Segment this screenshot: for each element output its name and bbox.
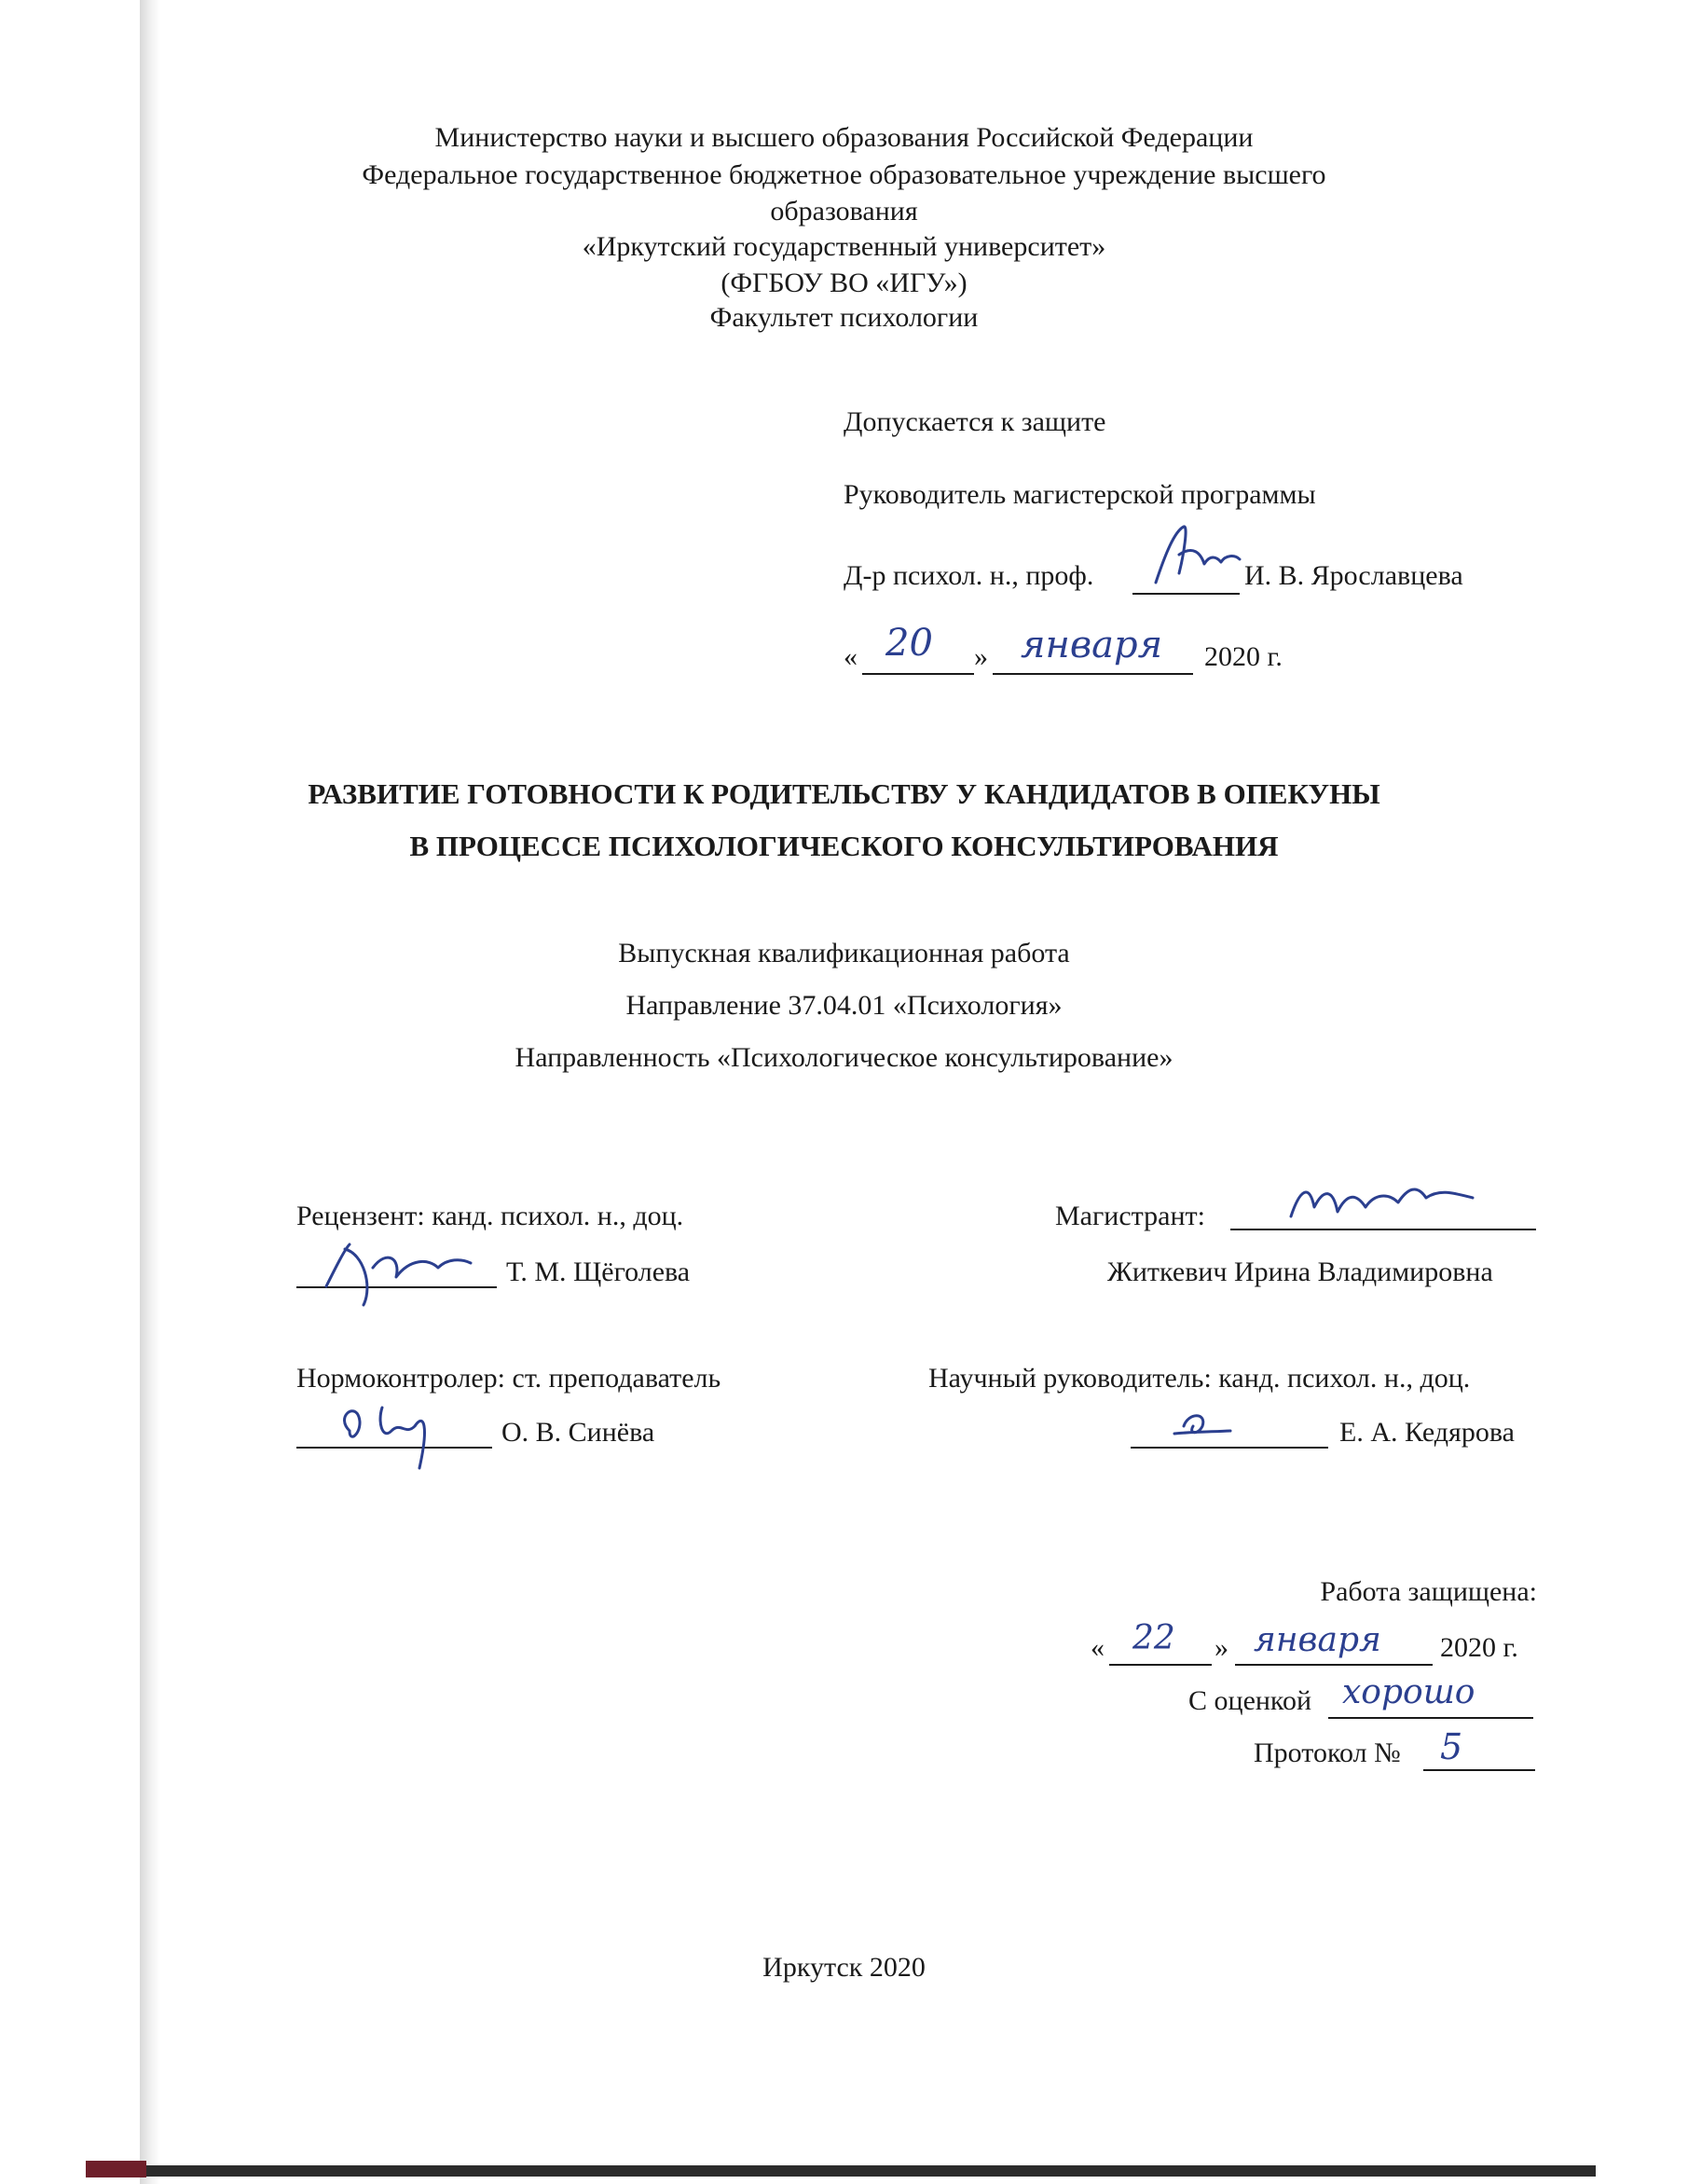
normcontrol-label: Нормоконтролер: ст. преподаватель: [296, 1363, 721, 1394]
work-focus: Направленность «Психологическое консультирование»: [515, 1042, 1173, 1073]
protocol-handwritten: 5: [1440, 1726, 1463, 1767]
approval-day-line: [862, 673, 974, 675]
work-type: Выпускная квалификационная работа: [618, 938, 1070, 968]
student-signature: [1277, 1170, 1501, 1235]
thesis-title-line-1: РАЗВИТИЕ ГОТОВНОСТИ К РОДИТЕЛЬСТВУ У КАНДИДАТОВ В ОПЕКУНЫ: [308, 777, 1380, 810]
supervisor-title: Д-р психол. н., проф.: [844, 560, 1094, 591]
university-name: «Иркутский государственный университет»: [582, 231, 1106, 262]
institution-line-1: Федеральное государственное бюджетное образовательное учреждение высшего: [362, 159, 1326, 190]
reviewer-label: Рецензент: канд. психол. н., доц.: [296, 1201, 684, 1231]
advisor-name: Е. А. Кедярова: [1339, 1417, 1515, 1448]
approval-month-line: [993, 673, 1193, 675]
city-year: Иркутск 2020: [762, 1952, 926, 1983]
grade-label: С оценкой: [1188, 1685, 1312, 1716]
approval-open-quote: «: [844, 641, 858, 672]
advisor-label: Научный руководитель: канд. психол. н., доц.: [928, 1363, 1471, 1394]
advisor-signature: [1156, 1398, 1249, 1449]
student-name: Житкевич Ирина Владимировна: [1107, 1257, 1493, 1287]
approval-close-quote: »: [974, 641, 988, 672]
grade-line: [1328, 1717, 1533, 1719]
defense-month-handwritten: января: [1254, 1621, 1381, 1659]
normcontrol-name: О. В. Синёва: [501, 1417, 655, 1448]
defense-close-quote: »: [1215, 1632, 1228, 1663]
scan-bottom-accent: [86, 2161, 146, 2177]
thesis-title-line-2: В ПРОЦЕССЕ ПСИХОЛОГИЧЕСКОГО КОНСУЛЬТИРОВАНИЯ: [409, 830, 1279, 862]
supervisor-name: И. В. Ярославцева: [1244, 560, 1463, 591]
ministry-line: Министерство науки и высшего образования Российской Федерации: [434, 122, 1254, 153]
defense-year: 2020 г.: [1440, 1632, 1518, 1663]
approval-month-handwritten: января: [1021, 624, 1163, 666]
reviewer-name: Т. М. Щёголева: [506, 1257, 691, 1287]
defense-open-quote: «: [1091, 1632, 1105, 1663]
approval-day-handwritten: 20: [885, 622, 933, 665]
institution-line-2: образования: [770, 196, 918, 227]
protocol-line: [1423, 1769, 1535, 1771]
defense-day-line: [1109, 1664, 1212, 1666]
grade-handwritten: хорошо: [1342, 1673, 1475, 1711]
admitted-label: Допускается к защите: [844, 406, 1106, 437]
university-short: (ФГБОУ ВО «ИГУ»): [720, 268, 968, 298]
normcontrol-signature: [326, 1389, 494, 1482]
defense-month-line: [1235, 1664, 1433, 1666]
faculty-name: Факультет психологии: [709, 302, 979, 333]
protocol-label: Протокол №: [1254, 1738, 1401, 1768]
student-label: Магистрант:: [1055, 1201, 1205, 1231]
defense-day-handwritten: 22: [1132, 1619, 1175, 1657]
reviewer-signature: [308, 1230, 503, 1314]
supervisor-signature: [1128, 517, 1249, 597]
scan-bottom-edge: [86, 2165, 1596, 2177]
defended-label: Работа защищена:: [1320, 1576, 1537, 1607]
approval-year: 2020 г.: [1204, 641, 1283, 672]
supervisor-role: Руководитель магистерской программы: [844, 479, 1316, 510]
work-direction: Направление 37.04.01 «Психология»: [625, 990, 1063, 1021]
